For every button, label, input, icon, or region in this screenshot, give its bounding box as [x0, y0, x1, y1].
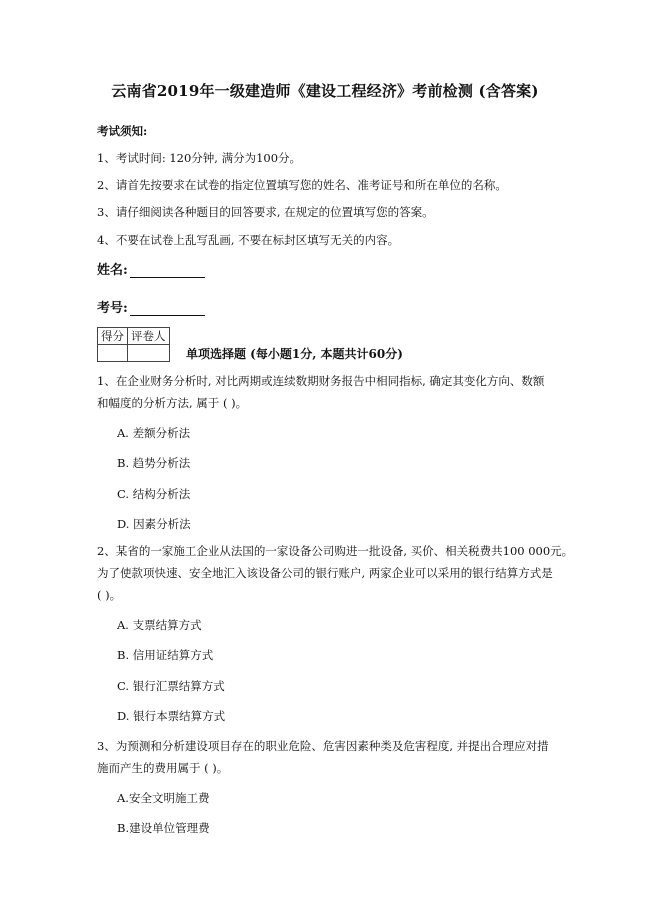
id-label: 考号:	[97, 301, 128, 316]
notice-item: 1、考试时间: 120分钟, 满分为100分。	[97, 151, 302, 165]
question-1-line: 和幅度的分析方法, 属于 ( )。	[97, 396, 248, 410]
option-1b[interactable]: B. 趋势分析法	[117, 456, 191, 470]
id-field	[97, 297, 205, 316]
option-2c[interactable]: C. 银行汇票结算方式	[117, 679, 225, 693]
question-3-line: 3、为预测和分析建设项目存在的职业危险、危害因素种类及危害程度, 并提出合理应对措	[97, 739, 549, 753]
name-field	[97, 259, 205, 278]
option-2b[interactable]: B. 信用证结算方式	[117, 648, 214, 662]
section-title: 单项选择题 (每小题1分, 本题共计60分)	[186, 347, 403, 361]
question-2-line: 为了使款项快速、安全地汇入该设备公司的银行账户, 两家企业可以采用的银行结算方式是	[97, 566, 553, 580]
option-3b[interactable]: B.建设单位管理费	[117, 821, 210, 835]
option-3a[interactable]: A.安全文明施工费	[117, 791, 210, 805]
option-1d[interactable]: D. 因素分析法	[117, 517, 191, 531]
name-label: 姓名:	[97, 263, 128, 278]
grader-cell[interactable]	[128, 345, 170, 362]
notice-item: 3、请仔细阅读各种题目的回答要求, 在规定的位置填写您的答案。	[97, 205, 434, 219]
notice-heading: 考试须知:	[97, 124, 148, 138]
name-blank[interactable]	[130, 265, 205, 278]
question-1-line: 1、在企业财务分析时, 对比两期或连续数期财务报告中相同指标, 确定其变化方向、数额	[97, 374, 545, 388]
notice-item: 4、不要在试卷上乱写乱画, 不要在标封区填写无关的内容。	[97, 233, 400, 247]
question-3-line: 施而产生的费用属于 ( )。	[97, 761, 229, 775]
id-blank[interactable]	[130, 303, 205, 316]
notice-item: 2、请首先按要求在试卷的指定位置填写您的姓名、准考证号和所在单位的名称。	[97, 178, 507, 192]
option-1c[interactable]: C. 结构分析法	[117, 487, 191, 501]
option-2a[interactable]: A. 支票结算方式	[117, 618, 202, 632]
question-2-line: ( )。	[97, 588, 122, 602]
page-title: 云南省2019年一级建造师《建设工程经济》考前检测 (含答案)	[111, 82, 539, 100]
score-header: 得分	[98, 328, 128, 345]
option-2d[interactable]: D. 银行本票结算方式	[117, 709, 226, 723]
question-2-line: 2、某省的一家施工企业从法国的一家设备公司购进一批设备, 买价、相关税费共100 000元。	[97, 544, 574, 558]
score-table	[97, 327, 170, 362]
score-cell[interactable]	[98, 345, 128, 362]
option-1a[interactable]: A. 差额分析法	[117, 426, 191, 440]
grader-header: 评卷人	[128, 328, 170, 345]
